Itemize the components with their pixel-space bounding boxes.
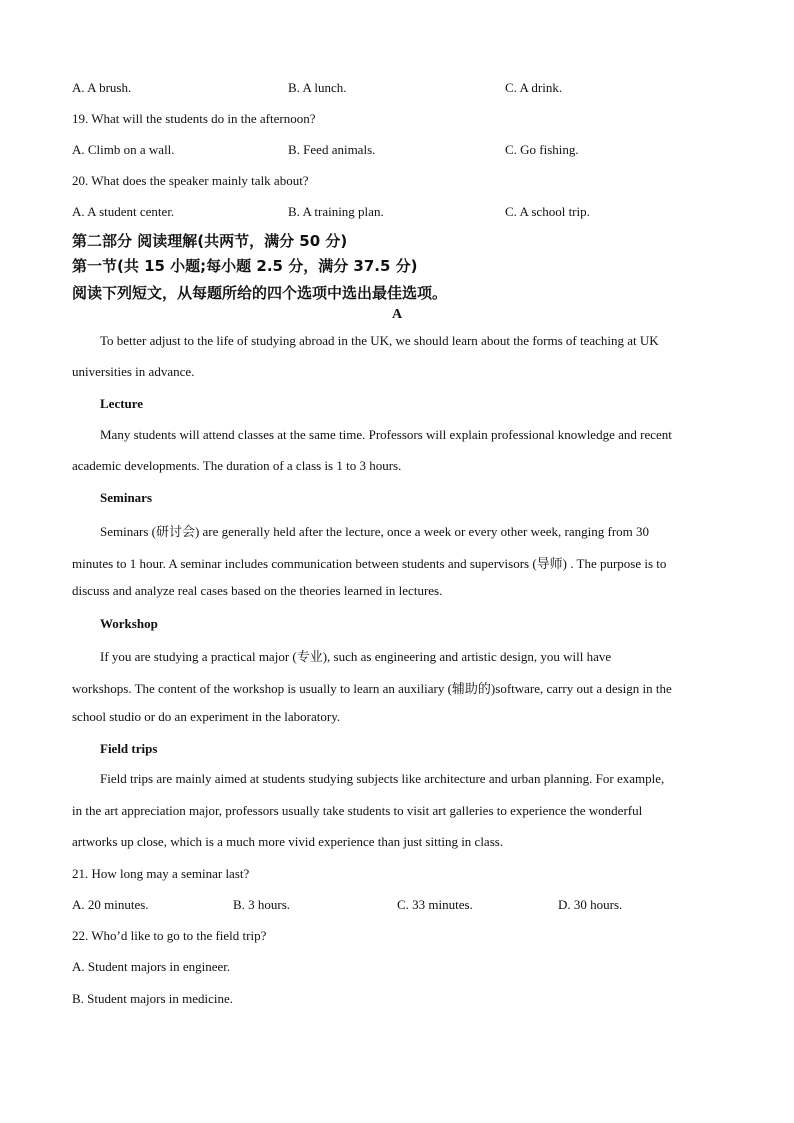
- q22-option-b: B. Student majors in medicine.: [72, 991, 234, 1006]
- q19-options: [0, 141, 794, 159]
- q20-option-a: A. A student center.: [72, 204, 175, 219]
- q21-option-c: C. 33 minutes.: [397, 897, 473, 912]
- q18-option-a: A. A brush.: [72, 80, 132, 95]
- part-title: 第二部分 阅读理解(共两节，满分 50 分): [72, 232, 348, 250]
- q21-question: 21. How long may a seminar last?: [72, 866, 250, 881]
- q20-option-b: B. A training plan.: [288, 204, 384, 219]
- q19-option-b: B. Feed animals.: [288, 142, 376, 157]
- lecture-heading: Lecture: [100, 396, 144, 411]
- q20-question: 20. What does the speaker mainly talk about?: [72, 173, 309, 188]
- seminars-heading: Seminars: [100, 490, 152, 505]
- workshop-line-3: school studio or do an experiment in the laboratory.: [72, 709, 341, 724]
- fieldtrips-line-1: Field trips are mainly aimed at students studying subjects like architecture and urban planning. For example,: [100, 771, 665, 786]
- fieldtrips-line-3: artworks up close, which is a much more vivid experience than just sitting in class.: [72, 834, 504, 849]
- intro-line-2: universities in advance.: [72, 364, 195, 379]
- q19-option-a: A. Climb on a wall.: [72, 142, 175, 157]
- seminars-line-1: Seminars (研讨会) are generally held after the lecture, once a week or every other week, ranging from 30: [100, 524, 650, 539]
- q18-options: [0, 79, 794, 97]
- q21-option-b: B. 3 hours.: [233, 897, 291, 912]
- q21-option-a: A. 20 minutes.: [72, 897, 149, 912]
- passage-letter: A: [391, 307, 403, 322]
- q22-option-a: A. Student majors in engineer.: [72, 959, 231, 974]
- workshop-heading: Workshop: [100, 616, 158, 631]
- lecture-line-2: academic developments. The duration of a class is 1 to 3 hours.: [72, 458, 402, 473]
- fieldtrips-heading: Field trips: [100, 741, 158, 756]
- lecture-line-1: Many students will attend classes at the same time. Professors will explain professional knowledge and recent: [100, 427, 672, 442]
- workshop-line-2: workshops. The content of the workshop is usually to learn an auxiliary (辅助的)software, carry out a design in the: [72, 681, 672, 696]
- instructions: 阅读下列短文，从每题所给的四个选项中选出最佳选项。: [72, 284, 448, 302]
- intro-line-1: To better adjust to the life of studying abroad in the UK, we should learn about the forms of teaching at UK: [100, 333, 659, 348]
- q21-options: [0, 896, 794, 914]
- q19-question: 19. What will the students do in the afternoon?: [72, 111, 316, 126]
- workshop-line-1: If you are studying a practical major (专业), such as engineering and artistic design, you will have: [100, 649, 612, 664]
- sub-title: 第一节(共 15 小题;每小题 2.5 分，满分 37.5 分): [72, 257, 418, 275]
- q22-question: 22. Who’d like to go to the field trip?: [72, 928, 267, 943]
- seminars-line-3: discuss and analyze real cases based on the theories learned in lectures.: [72, 583, 443, 598]
- fieldtrips-line-2: in the art appreciation major, professors usually take students to visit art galleries to experience the wonderful: [72, 803, 643, 818]
- seminars-line-2: minutes to 1 hour. A seminar includes communication between students and supervisors (导师) . The purpose is to: [72, 556, 667, 571]
- q18-option-b: B. A lunch.: [288, 80, 347, 95]
- q20-options: [0, 203, 794, 221]
- q19-option-c: C. Go fishing.: [505, 142, 579, 157]
- q18-option-c: C. A drink.: [505, 80, 563, 95]
- q21-option-d: D. 30 hours.: [558, 897, 623, 912]
- q20-option-c: C. A school trip.: [505, 204, 590, 219]
